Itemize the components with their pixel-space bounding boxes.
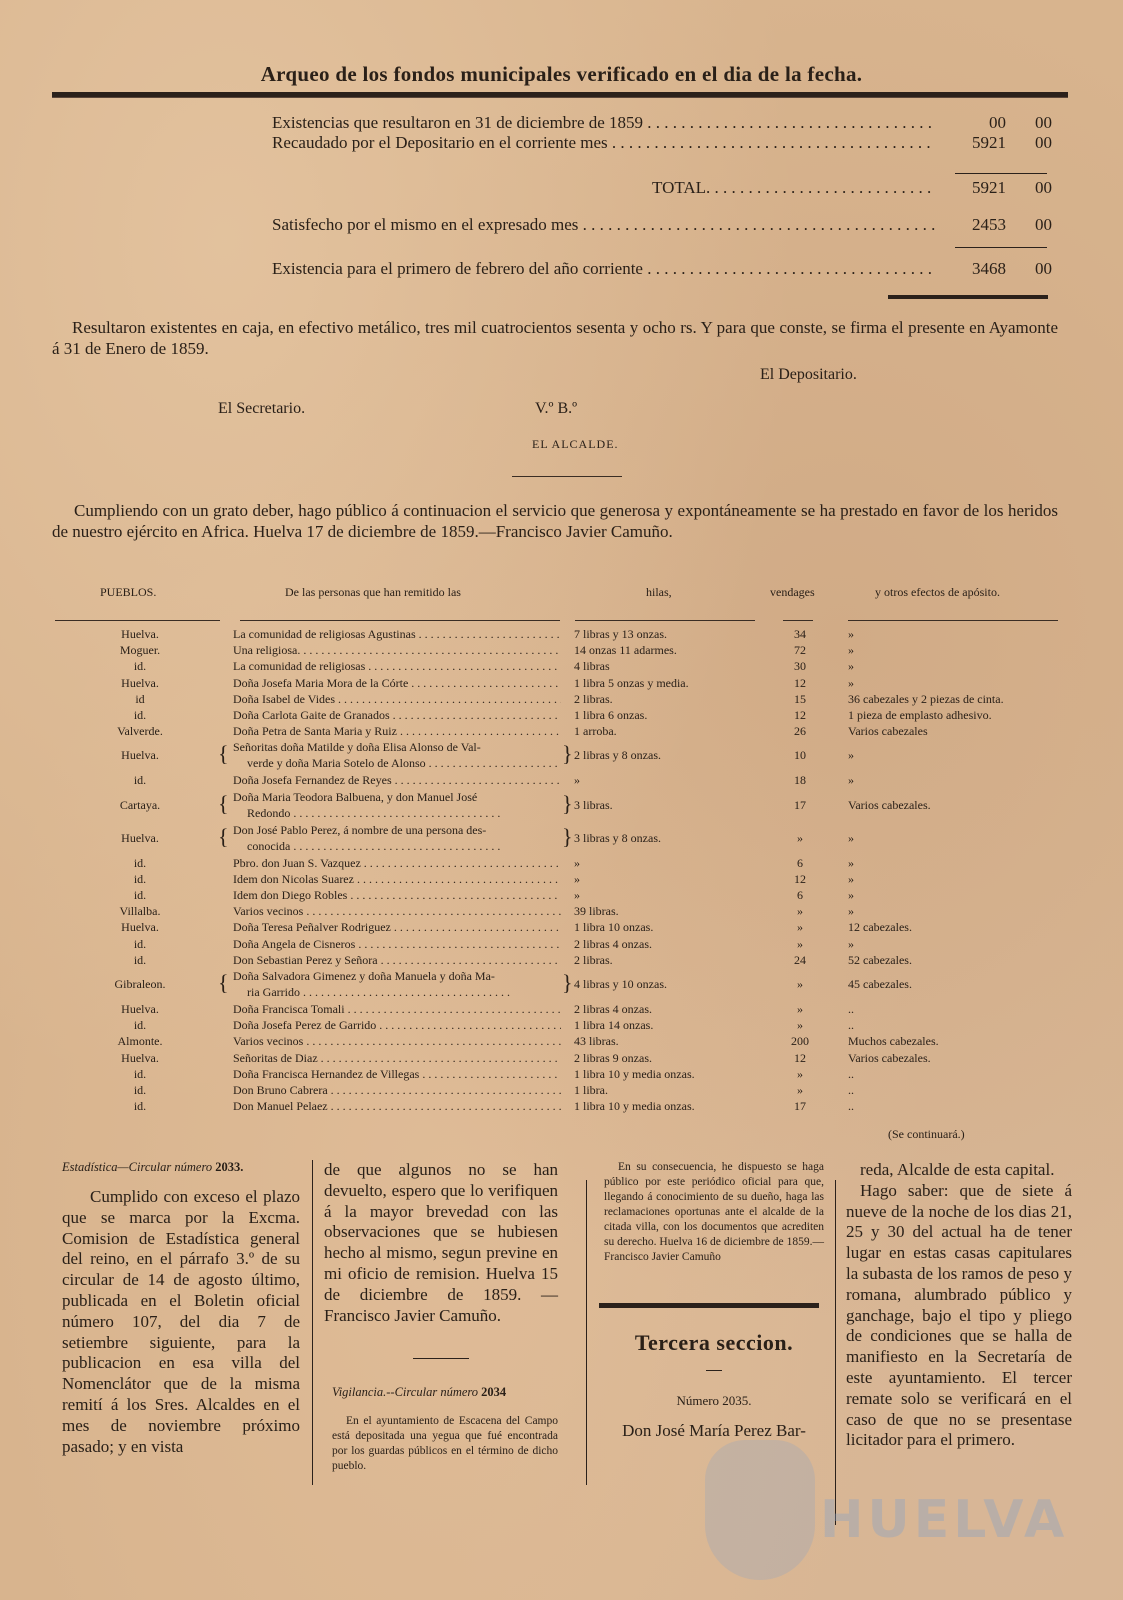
otros-cell: Muchos cabezales.: [848, 1034, 939, 1049]
persona-cell: Varios vecinos . . .: [233, 1033, 561, 1049]
pueblo-cell: Almonte.: [117, 1034, 163, 1049]
brace-right: }: [562, 970, 573, 995]
pueblo-cell: id.: [133, 773, 147, 788]
otros-cell: ..: [848, 1002, 854, 1016]
persona-cell: Doña Isabel de Vides . . .: [233, 691, 561, 707]
vigilancia-header: [324, 1385, 558, 1400]
vendages-cell: »: [797, 830, 803, 845]
otros-cell: »: [848, 888, 854, 902]
otros-cell: »: [848, 904, 854, 919]
arqueo-total-row: [272, 178, 1052, 200]
pueblo-cell: Gibraleon.: [114, 977, 166, 991]
vendages-cell: 30: [794, 659, 806, 674]
persona-line: Doña Salvadora Gimenez y doña Manuela y doña Ma-: [233, 969, 495, 983]
hilas-cell: »: [574, 855, 580, 870]
header-rule: [55, 620, 220, 621]
persona-line: conocida . . .: [233, 838, 561, 854]
persona-cell: Doña Angela de Cisneros . . .: [233, 936, 561, 952]
pueblo-cell: id.: [133, 708, 147, 722]
col4-text: reda, Alcalde de esta capital.: [860, 1160, 1055, 1179]
arqueo-label: TOTAL. . . .: [272, 178, 936, 200]
vendages-cell: »: [797, 1018, 803, 1033]
persona-cell: Doña Francisca Tomali . . .: [233, 1001, 561, 1017]
column-rule: [312, 1160, 313, 1485]
vendages-cell: »: [797, 1083, 803, 1097]
hilas-cell: 14 onzas 11 adarmes.: [574, 643, 677, 658]
column-estadistica: [62, 1160, 300, 1457]
column-3: [604, 1160, 824, 1441]
vendages-cell: »: [797, 1066, 803, 1081]
otros-cell: »: [848, 936, 854, 951]
persona-cell: [233, 968, 561, 1000]
pueblo-cell: Huelva.: [121, 627, 159, 641]
column-2: [324, 1160, 558, 1474]
otros-cell: Varios cabezales: [848, 724, 928, 739]
column-rule: [835, 1180, 836, 1525]
arqueo-cents: 00: [1035, 133, 1052, 152]
hilas-cell: 1 libra.: [574, 1083, 608, 1097]
pueblo-cell: id.: [133, 888, 147, 902]
hilas-cell: 2 libras 4 onzas.: [574, 1002, 652, 1016]
hilas-cell: »: [574, 888, 580, 902]
hilas-cell: 39 libras.: [574, 904, 619, 919]
secretario-signature: El Secretario.: [218, 400, 306, 417]
sum-rule: [955, 247, 1047, 248]
estadistica-text: Cumplido con exceso el plazo que se marca por la Excma. Comision de Estadística general del reino, en el párrafo 3.º de su circular de 14 de agosto último, publicada en el Boletin oficial número 107, del dia 7 de setiembre siguiente, para la publicacion en esa villa del Nomenclátor que de la misma remití á los Sres. Alcaldes en el mes de noviembre próximo pasado; y en vista: [62, 1187, 300, 1456]
arqueo-label: Satisfecho por el mismo en el expresado mes . . .: [272, 215, 936, 237]
vendages-cell: »: [797, 977, 803, 991]
arqueo-label: Existencia para el primero de febrero del año corriente . . .: [272, 259, 936, 281]
hilas-cell: 3 libras.: [574, 797, 613, 812]
arqueo-reales: 2453: [972, 215, 1006, 234]
pueblo-cell: id.: [133, 952, 147, 967]
vendages-cell: »: [797, 936, 803, 951]
otros-cell: ..: [848, 1099, 854, 1114]
hilas-cell: 1 libra 6 onzas.: [574, 708, 648, 722]
pueblo-cell: id.: [133, 1099, 147, 1114]
header-vendages: vendages: [770, 585, 815, 599]
otros-cell: Varios cabezales.: [848, 797, 931, 812]
pueblo-cell: id.: [133, 659, 147, 674]
otros-cell: »: [848, 773, 854, 788]
arqueo-row: [272, 215, 1052, 237]
otros-cell: 45 cabezales.: [848, 977, 912, 991]
vendages-cell: 10: [794, 748, 806, 763]
header-rule: [240, 620, 560, 621]
vendages-cell: 17: [794, 797, 806, 812]
brace-left: {: [218, 970, 229, 995]
vendages-cell: 12: [794, 708, 806, 722]
arqueo-reales: 3468: [972, 259, 1006, 278]
arqueo-reales: 5921: [972, 178, 1006, 197]
vb-mark: V.º B.º: [535, 400, 578, 417]
vendages-cell: 72: [794, 643, 806, 658]
column-rule: [586, 1180, 587, 1485]
header-rule: [575, 620, 755, 621]
pueblo-cell: id.: [133, 1066, 147, 1081]
persona-cell: Doña Petra de Santa Maria y Ruiz . . .: [233, 723, 561, 739]
hilas-cell: 4 libras y 10 onzas.: [574, 977, 667, 991]
hilas-cell: 2 libras 4 onzas.: [574, 936, 652, 951]
header-otros: y otros efectos de apósito.: [875, 585, 1000, 599]
otros-cell: Varios cabezales.: [848, 1050, 931, 1065]
vigilancia-continued: En su consecuencia, he dispuesto se haga público por este periódico oficial para que, llegando á conocimiento de su dueño, haga las reclamaciones oportunas ante el alcalde de la citada villa, con los documentos que acrediten su derecho. Huelva 16 de diciembre de 1859.—Francisco Javier Camuño: [604, 1161, 824, 1263]
sum-rule: [955, 173, 1047, 174]
vendages-cell: 18: [794, 773, 806, 788]
vigilancia-text: En el ayuntamiento de Escacena del Campo está depositada una yegua que fué encontrada por los guardas públicos en el término de dicho pueblo.: [332, 1415, 558, 1473]
vendages-cell: 34: [794, 627, 806, 641]
huelva-crest-watermark: [705, 1440, 815, 1580]
vendages-cell: 6: [797, 855, 803, 870]
brace-left: {: [218, 741, 229, 767]
otros-cell: »: [848, 675, 854, 690]
otros-cell: 52 cabezales.: [848, 952, 912, 967]
persona-line: Redondo . . .: [233, 805, 561, 821]
otros-cell: ..: [848, 1083, 854, 1097]
brace-left: {: [218, 790, 229, 816]
col4-text2: Hago saber: que de siete á nueve de la noche de los dias 21, 25 y 30 del actual ha de tener lugar en estas casas capitulares la subasta de los ramos de peso y romana, alumbrado público y ganchage, bajo el tipo y pliego de condiciones que se halla de manifiesto en la Secretaría de este ayuntamiento. El tercer remate solo se verificará en el caso de que no se presentase licitador para el primero.: [846, 1180, 1072, 1450]
hilas-cell: 1 libra 10 y media onzas.: [574, 1066, 695, 1081]
otros-cell: »: [848, 748, 854, 763]
hilas-cell: »: [574, 773, 580, 788]
persona-cell: La comunidad de religiosas . . .: [233, 658, 561, 674]
arqueo-cents: 00: [1035, 259, 1052, 278]
title-rule: [52, 92, 1068, 98]
brace-left: {: [218, 823, 229, 849]
pueblo-cell: Cartaya.: [119, 797, 161, 812]
separator: [706, 1370, 722, 1371]
arqueo-title: Arqueo de los fondos municipales verificado en el dia de la fecha.: [260, 62, 863, 86]
vendages-cell: 6: [797, 888, 803, 902]
pueblo-cell: id.: [133, 1018, 147, 1033]
separator: [512, 476, 622, 477]
arqueo-row: [272, 113, 1052, 135]
arqueo-paragraph: Resultaron existentes en caja, en efectivo metálico, tres mil cuatrocientos sesenta y ocho rs. Y para que conste, se firma el presente en Ayamonte á 31 de Enero de 1859.: [52, 318, 1058, 358]
arqueo-label: Existencias que resultaron en 31 de diciembre de 1859 . . .: [272, 113, 936, 135]
persona-line: Doña Maria Teodora Balbuena, y don Manuel José: [233, 789, 478, 804]
vendages-cell: 17: [794, 1099, 806, 1114]
hilas-cell: 2 libras.: [574, 952, 613, 967]
continuara-note: (Se continuará.): [888, 1127, 965, 1141]
vendages-cell: 200: [791, 1034, 809, 1049]
hilas-cell: 7 libras y 13 onzas.: [574, 627, 667, 641]
arqueo-row: [272, 259, 1052, 281]
otros-cell: »: [848, 855, 854, 870]
otros-cell: »: [848, 659, 854, 674]
circular-number: 2033.: [215, 1160, 244, 1174]
header-hilas: hilas,: [646, 585, 672, 599]
vendages-cell: »: [797, 904, 803, 919]
column-4: [846, 1160, 1072, 1451]
persona-cell: Don Sebastian Perez y Señora . . .: [233, 952, 561, 968]
persona-line: ria Garrido . . .: [233, 984, 561, 1000]
hilas-cell: 43 libras.: [574, 1034, 619, 1049]
pueblo-cell: id.: [133, 936, 147, 951]
persona-line: Señoritas doña Matilde y doña Elisa Alonso de Val-: [233, 740, 481, 755]
hilas-cell: 1 arroba.: [574, 724, 617, 739]
header-rule: [783, 620, 813, 621]
vendages-cell: 12: [794, 675, 806, 690]
persona-cell: Idem don Diego Robles . . .: [233, 887, 561, 903]
persona-cell: [233, 822, 561, 854]
numero-text: Don José María Perez Bar-: [622, 1421, 806, 1440]
hilas-cell: 2 libras 9 onzas.: [574, 1050, 652, 1065]
persona-cell: Doña Josefa Perez de Garrido . . .: [233, 1017, 561, 1033]
hilas-cell: 1 libra 5 onzas y media.: [574, 675, 689, 690]
hilas-cell: 2 libras y 8 onzas.: [574, 748, 661, 763]
persona-cell: Doña Teresa Peñalver Rodriguez . . .: [233, 919, 561, 935]
persona-cell: Doña Josefa Maria Mora de la Córte . . .: [233, 675, 561, 691]
vendages-cell: 15: [794, 691, 806, 706]
otros-cell: ..: [848, 1066, 854, 1081]
header-text: Vigilancia.--Circular número: [332, 1385, 479, 1400]
pueblo-cell: Valverde.: [117, 724, 163, 739]
persona-cell: Doña Josefa Fernandez de Reyes . . .: [233, 772, 561, 788]
servicio-intro: Cumpliendo con un grato deber, hago público á continuacion el servicio que generosa y expontáneamente se ha prestado en favor de los heridos de nuestro ejército en Africa. Huelva 17 de diciembre de 1859.—Francisco Javier Camuño.: [52, 501, 1058, 541]
persona-cell: Pbro. don Juan S. Vazquez . . .: [233, 855, 561, 871]
otros-cell: 1 pieza de emplasto adhesivo.: [848, 708, 992, 722]
numero-label: Número 2035.: [676, 1393, 752, 1408]
pueblo-cell: Moguer.: [119, 643, 161, 658]
vendages-cell: 12: [794, 871, 806, 886]
arqueo-label: Recaudado por el Depositario en el corriente mes . . .: [272, 133, 936, 155]
persona-line: Don José Pablo Perez, á nombre de una persona des-: [233, 822, 487, 837]
otros-cell: »: [848, 643, 854, 658]
vendages-cell: 24: [794, 952, 806, 967]
pueblo-cell: Huelva.: [121, 1002, 159, 1016]
header-pueblos: PUEBLOS.: [100, 585, 157, 599]
hilas-cell: 2 libras.: [574, 691, 613, 706]
arqueo-reales: 00: [989, 113, 1006, 132]
persona-cell: La comunidad de religiosas Agustinas . . .: [233, 626, 561, 642]
pueblo-cell: id: [135, 691, 145, 706]
otros-cell: ..: [848, 1018, 854, 1033]
arqueo-row: [272, 133, 1052, 155]
hilas-cell: 1 libra 10 onzas.: [574, 920, 654, 935]
persona-cell: [233, 739, 561, 771]
final-rule: [888, 295, 1048, 299]
hilas-cell: 4 libras: [574, 659, 610, 674]
header-personas: De las personas que han remitido las: [285, 585, 461, 599]
pueblo-cell: id.: [133, 871, 147, 886]
section-rule: [599, 1303, 819, 1308]
persona-cell: [233, 789, 561, 821]
pueblo-cell: Villalba.: [119, 904, 161, 919]
vendages-cell: »: [797, 920, 803, 935]
header-rule: [848, 620, 1058, 621]
vendages-cell: »: [797, 1002, 803, 1016]
persona-cell: Una religiosa. . . .: [233, 642, 561, 658]
vendages-cell: 12: [794, 1050, 806, 1065]
persona-cell: Señoritas de Diaz . . .: [233, 1050, 561, 1066]
hilas-cell: 1 libra 14 onzas.: [574, 1018, 654, 1033]
hilas-cell: »: [574, 871, 580, 886]
persona-cell: Don Manuel Pelaez . . .: [233, 1098, 561, 1114]
pueblo-cell: Huelva.: [121, 830, 159, 845]
arqueo-cents: 00: [1035, 113, 1052, 132]
persona-cell: Varios vecinos . . .: [233, 903, 561, 919]
brace-right: }: [562, 741, 573, 767]
vendages-cell: 26: [794, 724, 806, 739]
seccion-title: Tercera seccion.: [634, 1330, 794, 1355]
pueblo-cell: Huelva.: [121, 1050, 159, 1065]
pueblo-cell: id.: [133, 855, 147, 870]
pueblo-cell: id.: [133, 1083, 147, 1097]
otros-cell: »: [848, 871, 854, 886]
pueblo-cell: Huelva.: [121, 675, 159, 690]
arqueo-cents: 00: [1035, 178, 1052, 197]
otros-cell: 12 cabezales.: [848, 920, 912, 935]
pueblo-cell: Huelva.: [121, 748, 159, 763]
brace-right: }: [562, 790, 573, 816]
persona-cell: Doña Francisca Hernandez de Villegas . . .: [233, 1066, 561, 1082]
arqueo-reales: 5921: [972, 133, 1006, 152]
otros-cell: »: [848, 830, 854, 845]
header-text: Estadística—Circular número: [62, 1160, 213, 1174]
depositario-signature: El Depositario.: [760, 366, 857, 383]
alcalde-signature: EL ALCALDE.: [532, 437, 619, 451]
otros-cell: 36 cabezales y 2 piezas de cinta.: [848, 691, 1004, 706]
brace-right: }: [562, 823, 573, 849]
circular-number: 2034: [481, 1385, 507, 1400]
estadistica-header: [62, 1160, 300, 1175]
huelva-watermark: HUELVA: [820, 1490, 1069, 1550]
persona-cell: Doña Carlota Gaite de Granados . . .: [233, 707, 561, 723]
persona-line: verde y doña Maria Sotelo de Alonso . . .: [233, 755, 561, 771]
arqueo-cents: 00: [1035, 215, 1052, 234]
estadistica-continued: de que algunos no se han devuelto, espero que lo verifiquen á la mayor brevedad con las observaciones que se hubiesen hecho al mismo, segun previne en mi oficio de remision. Huelva 15 de diciembre de 1859. —Francisco Javier Camuño.: [324, 1160, 558, 1325]
persona-cell: Idem don Nicolas Suarez . . .: [233, 871, 561, 887]
persona-cell: Don Bruno Cabrera . . .: [233, 1082, 561, 1098]
separator: [413, 1358, 469, 1359]
otros-cell: »: [848, 627, 854, 641]
hilas-cell: 3 libras y 8 onzas.: [574, 830, 661, 845]
pueblo-cell: Huelva.: [121, 920, 159, 935]
hilas-cell: 1 libra 10 y media onzas.: [574, 1099, 695, 1114]
